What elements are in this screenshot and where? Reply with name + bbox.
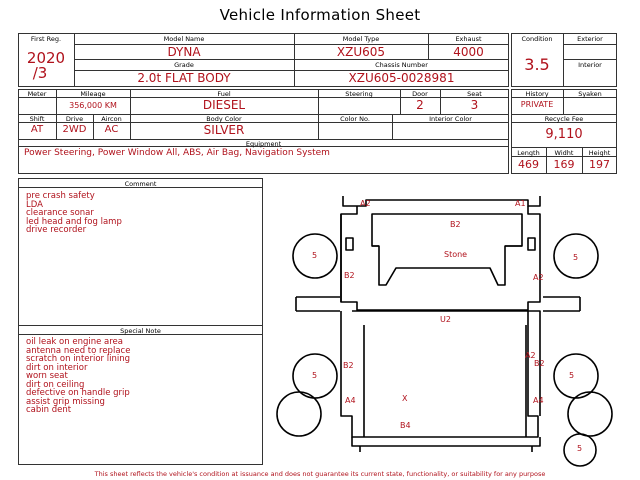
height-label: Height [588,149,611,157]
fuel-label: Fuel [217,90,231,98]
chassis-value: XZU605-0028981 [348,71,455,85]
wheel-label: 5 [577,444,583,453]
model-name-value: DYNA [167,45,201,59]
seat-value: 3 [470,98,479,112]
wheel-spare-right [568,392,612,436]
comment-label: Comment [124,180,157,188]
mileage-value: 356,000 KM [69,101,117,110]
special-note-item: oil leak on engine area [26,337,123,347]
sheet-title: Vehicle Information Sheet [219,6,421,24]
comment-item: pre crash safety [26,191,95,201]
first-reg-month: /3 [32,64,48,82]
wheel-spare-left [277,392,321,436]
right-step [543,297,580,311]
condition-label: Condition [521,35,553,43]
mark-a1-top: A1 [515,199,526,208]
mileage-label: Mileage [80,90,106,98]
interior-label: Interior [578,61,602,69]
grade-label: Grade [174,61,194,69]
mark-b2-roof: B2 [450,220,461,229]
first-reg-year: 2020 [26,49,66,67]
shift-label: Shift [29,115,45,123]
model-type-value: XZU605 [336,45,386,59]
special-note-item: cabin dent [26,405,72,415]
comment-item: clearance sonar [26,208,94,218]
mark-stone: Stone [444,250,468,259]
color-no-label: Color No. [340,115,370,123]
exhaust-label: Exhaust [455,35,482,43]
wheel-label: 5 [569,371,575,380]
recycle-value: 9,110 [545,127,583,142]
cab-outline [341,206,540,310]
mark-b2-right-low: B2 [534,359,545,368]
grade-value: 2.0t FLAT BODY [137,71,231,85]
history-label: History [525,90,549,98]
model-name-label: Model Name [163,35,205,43]
steering-label: Steering [345,90,373,98]
comment-item: led head and fog lamp [26,216,122,227]
drive-value: 2WD [62,124,87,135]
special-note-list [26,338,130,415]
condition-value: 3.5 [524,55,550,74]
vehicle-damage-diagram [265,180,617,468]
exhaust-value: 4000 [453,45,484,59]
bed-rails [364,325,526,437]
wheel-label: 5 [573,253,579,262]
front-bumper [343,196,540,206]
seat-label: Seat [467,90,482,98]
drive-label: Drive [65,115,84,123]
special-note-item: scratch on interior lining [26,354,131,364]
model-type-label: Model Type [342,35,380,43]
special-note-item: dirt on ceiling [26,379,85,390]
door-label: Door [412,90,428,98]
length-label: Length [517,149,540,157]
width-label: Widht [554,149,574,157]
comment-item: LDA [26,199,43,210]
door-value: 2 [416,98,424,112]
left-step [296,297,340,311]
mark-a2-top: A2 [360,199,371,208]
mark-x-center: X [402,394,408,403]
mark-b2-left-low: B2 [343,361,354,370]
exterior-label: Exterior [577,35,603,43]
cargo-bed [341,311,538,437]
meter-label: Meter [27,90,47,98]
mark-b2-left: B2 [344,271,355,280]
special-note-item: assist grip missing [26,396,105,407]
width-value: 169 [553,158,575,171]
aircon-label: Aircon [101,115,122,123]
mark-a2-right: A2 [533,273,544,282]
right-mirror [528,238,535,250]
rear-bumper-detail [360,446,532,452]
length-value: 469 [518,158,539,171]
shift-value: AT [30,124,44,135]
equipment-value: Power Steering, Power Window All, ABS, Air Bag, Navigation System [24,148,330,158]
comment-item: drive recorder [26,225,87,235]
left-mirror [346,238,353,250]
interior-color-label: Interior Color [429,115,472,123]
mark-a2-right-low: A2 [525,351,536,360]
fuel-value: DIESEL [202,98,246,112]
special-note-label: Special Note [120,327,161,335]
disclaimer-footer: This sheet reflects the vehicle's condition at issuance and does not guarantee its current state, functionality, or suitability for any purpose [94,470,546,478]
syaken-label: Syaken [578,90,602,98]
body-color-label: Body Color [206,115,242,123]
chassis-label: Chassis Number [375,61,428,69]
history-value: PRIVATE [520,100,554,109]
mark-u2: U2 [440,315,451,324]
comment-list [26,192,122,235]
rear-bumper [352,437,540,446]
wheel-label: 5 [312,371,318,380]
mark-a4-left: A4 [345,396,356,405]
mark-b4-bottom: B4 [400,421,411,430]
wheel-label: 5 [312,251,318,260]
special-note-item: defective on handle grip [26,388,130,398]
special-note-item: worn seat [26,371,68,381]
special-note-item: antenna need to replace [26,345,131,356]
first-reg-label: First Reg. [30,35,62,43]
body-color-value: SILVER [203,123,245,137]
aircon-value: AC [104,124,119,135]
equipment-label: Equipment [245,140,282,148]
recycle-label: Recycle Fee [544,115,584,123]
height-value: 197 [589,158,610,171]
special-note-item: dirt on interior [26,362,88,373]
mark-a4-right: A4 [533,396,544,405]
